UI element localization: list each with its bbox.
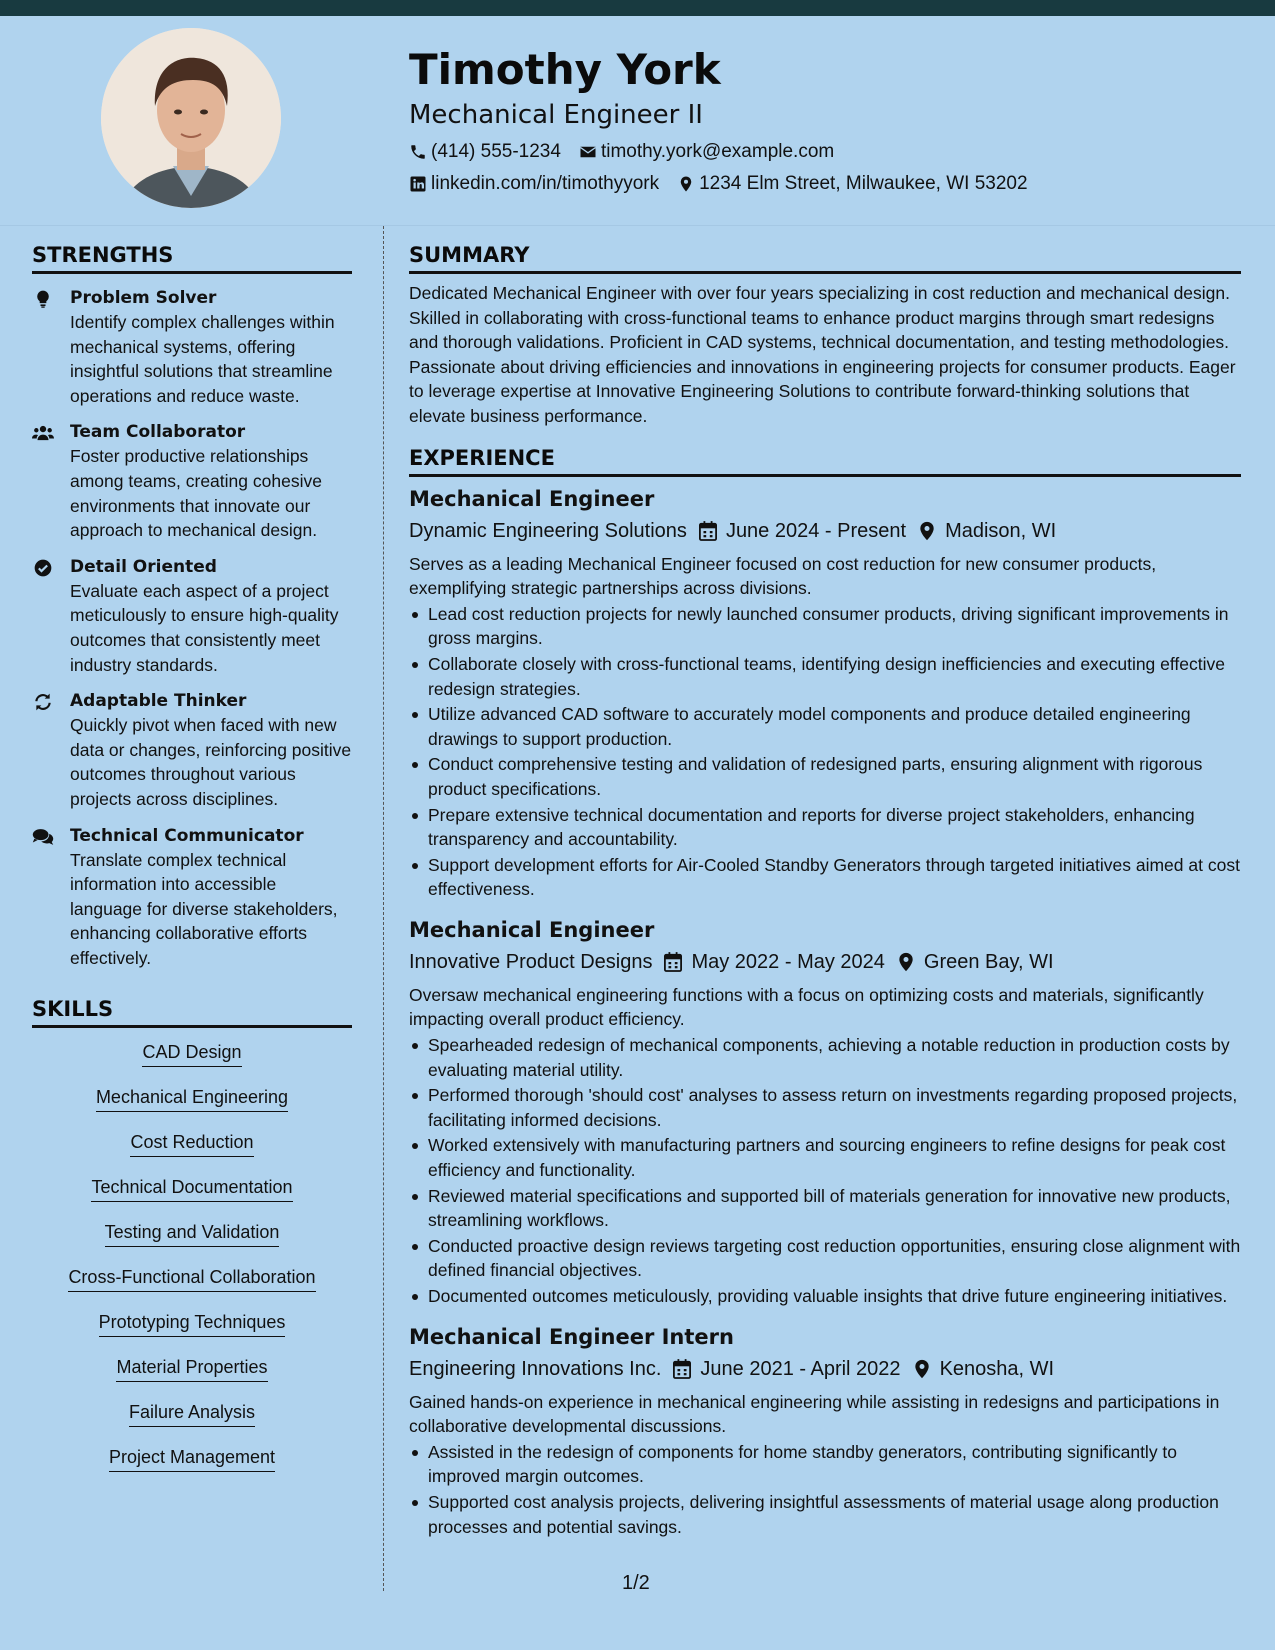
- calendar-icon: [699, 521, 717, 541]
- job-dates: May 2022 - May 2024: [691, 950, 885, 973]
- job-bullets: [409, 602, 1241, 902]
- linkedin-contact[interactable]: [409, 173, 659, 195]
- skill-tag: Technical Documentation: [91, 1175, 292, 1202]
- list-item: Collaborate closely with cross-functional teams, identifying design inefficiencies and executing effective redesign strategies.: [409, 652, 1241, 701]
- job-bullets: [409, 1440, 1241, 1539]
- email-text: timothy.york@example.com: [600, 141, 835, 162]
- list-item: Spearheaded redesign of mechanical components, achieving a notable reduction in production costs by evaluating material utility.: [409, 1033, 1241, 1082]
- list-item: Assisted in the redesign of components for home standby generators, contributing significantly to improved margin outcomes.: [409, 1440, 1241, 1489]
- candidate-title: Mechanical Engineer II: [409, 100, 703, 130]
- job-dates: June 2021 - April 2022: [700, 1357, 901, 1380]
- header-divider: [0, 225, 1275, 226]
- column-divider: [383, 226, 384, 1591]
- list-item: Support development efforts for Air-Cooled Standby Generators through targeted initiatives aimed at cost effectiveness.: [409, 853, 1241, 902]
- job-meta: [409, 516, 1241, 546]
- skill-tag: Testing and Validation: [105, 1220, 280, 1247]
- job-description: Gained hands-on experience in mechanical engineering while assisting in redesigns and participations in collaborative developmental discussions.: [409, 1391, 1220, 1437]
- job-role: Mechanical Engineer: [409, 917, 655, 942]
- comments-icon: [32, 827, 54, 847]
- list-item: Conduct comprehensive testing and validation of redesigned parts, ensuring alignment with rigorous product specifications.: [409, 752, 1241, 801]
- experience-entry: [409, 483, 1241, 902]
- job-description: Serves as a leading Mechanical Engineer focused on cost reduction for new consumer products, exemplifying strategic partnerships across divisions.: [409, 553, 1157, 599]
- strength-title: Detail Oriented: [70, 556, 217, 577]
- calendar-icon: [664, 952, 682, 972]
- skills-heading: SKILLS: [32, 994, 352, 1028]
- address-text: 1234 Elm Street, Milwaukee, WI 53202: [699, 173, 1028, 194]
- sync-icon: [32, 692, 54, 712]
- contact-row-2: [409, 168, 1249, 200]
- summary-heading: SUMMARY: [409, 240, 1241, 274]
- experience-heading: EXPERIENCE: [409, 443, 1241, 477]
- email-contact[interactable]: [579, 141, 834, 163]
- list-item: Documented outcomes meticulously, providing valuable insights that drive future engineering initiatives.: [409, 1284, 1241, 1309]
- job-company: Engineering Innovations Inc.: [409, 1357, 662, 1380]
- skills-list: [32, 1040, 352, 1490]
- profile-photo: [101, 28, 281, 208]
- address-contact: [677, 173, 1027, 195]
- job-role: Mechanical Engineer: [409, 486, 655, 511]
- strength-item: [32, 420, 352, 542]
- map-pin-icon: [677, 175, 695, 193]
- strength-item: [32, 555, 352, 677]
- candidate-name: Timothy York: [409, 45, 721, 94]
- resume-header: [409, 42, 1249, 200]
- list-item: Reviewed material specifications and supported bill of materials generation for innovative new products, streamlining workflows.: [409, 1184, 1241, 1233]
- list-item: Prepare extensive technical documentation and reports for diverse project stakeholders, enhancing transparency and accountability.: [409, 803, 1241, 852]
- job-dates: June 2024 - Present: [725, 519, 907, 542]
- map-pin-icon: [897, 952, 915, 972]
- strength-desc: Quickly pivot when faced with new data or changes, reinforcing positive outcomes throughout various projects across disciplines.: [70, 715, 352, 809]
- strength-desc: Translate complex technical information into accessible language for diverse stakeholders, enhancing collaborative efforts effectively.: [70, 849, 338, 968]
- strength-item: [32, 689, 352, 811]
- strength-title: Adaptable Thinker: [70, 691, 247, 712]
- phone-icon: [409, 143, 427, 161]
- job-meta: [409, 1354, 1241, 1384]
- strength-desc: Evaluate each aspect of a project meticulously to ensure high-quality outcomes that consistently meet industry standards.: [70, 580, 339, 675]
- skill-tag: Material Properties: [116, 1355, 267, 1382]
- list-item: Supported cost analysis projects, delivering insightful assessments of material usage along production processes and potential savings.: [409, 1490, 1241, 1539]
- check-circle-icon: [32, 558, 54, 578]
- strength-desc: Foster productive relationships among teams, creating cohesive environments that innovate our approach to mechanical design.: [70, 446, 322, 541]
- strengths-heading: STRENGTHS: [32, 240, 352, 274]
- calendar-icon: [673, 1359, 691, 1379]
- skill-tag: Project Management: [109, 1445, 275, 1472]
- phone-text: (414) 555-1234: [431, 141, 561, 162]
- map-pin-icon: [913, 1359, 931, 1379]
- job-location: Green Bay, WI: [923, 950, 1054, 973]
- job-role: Mechanical Engineer Intern: [409, 1324, 734, 1349]
- summary-text: Dedicated Mechanical Engineer with over four years specializing in cost reduction and mechanical design. Skilled in collaborating with cross-functional teams to enhance product margins through smart redesigns and thorough validations. Proficient in CAD systems, technical documentation, and testing methodologies. Passionate about driving efficiencies and innovations in engineering projects for consumer products. Eager to leverage expertise at Innovative Engineering Solutions to contribute forward-thinking solutions that elevate business performance.: [409, 283, 1236, 426]
- strength-item: [32, 286, 352, 408]
- phone-contact: [409, 141, 561, 163]
- skill-tag: CAD Design: [142, 1040, 241, 1067]
- right-column: [409, 240, 1241, 1539]
- strength-title: Technical Communicator: [70, 825, 304, 846]
- page-number: 1/2: [622, 1572, 650, 1594]
- skill-tag: Mechanical Engineering: [96, 1085, 288, 1112]
- job-meta: [409, 947, 1241, 977]
- lightbulb-icon: [32, 289, 54, 309]
- strength-item: [32, 824, 352, 971]
- list-item: Lead cost reduction projects for newly launched consumer products, driving significant improvements in gross margins.: [409, 602, 1241, 651]
- users-icon: [32, 423, 54, 443]
- list-item: Conducted proactive design reviews targeting cost reduction opportunities, ensuring close alignment with defined financial objectives.: [409, 1234, 1241, 1283]
- skill-tag: Failure Analysis: [129, 1400, 255, 1427]
- experience-entry: [409, 914, 1241, 1309]
- map-pin-icon: [918, 521, 936, 541]
- linkedin-icon: [409, 175, 427, 193]
- job-location: Kenosha, WI: [939, 1357, 1055, 1380]
- envelope-icon: [579, 143, 597, 161]
- strength-title: Problem Solver: [70, 288, 217, 308]
- skill-tag: Cost Reduction: [130, 1130, 253, 1157]
- job-description: Oversaw mechanical engineering functions with a focus on optimizing costs and materials, significantly impacting overall product efficiency.: [409, 984, 1204, 1030]
- list-item: Utilize advanced CAD software to accurately model components and produce detailed engineering drawings to support production.: [409, 702, 1241, 751]
- list-item: Worked extensively with manufacturing partners and sourcing engineers to refine designs for peak cost efficiency and functionality.: [409, 1133, 1241, 1182]
- contact-row-1: [409, 136, 1249, 168]
- left-column: [32, 240, 352, 1490]
- job-bullets: [409, 1033, 1241, 1309]
- job-company: Innovative Product Designs: [409, 950, 653, 973]
- skill-tag: Prototyping Techniques: [99, 1310, 286, 1337]
- strength-desc: Identify complex challenges within mechanical systems, offering insightful solutions that streamline operations and reduce waste.: [70, 312, 335, 406]
- experience-entry: [409, 1321, 1241, 1540]
- linkedin-text: linkedin.com/in/timothyyork: [431, 173, 660, 194]
- skill-tag: Cross-Functional Collaboration: [68, 1265, 315, 1292]
- top-bar: [0, 0, 1275, 16]
- job-company: Dynamic Engineering Solutions: [409, 519, 687, 542]
- list-item: Performed thorough 'should cost' analyses to assess return on investments regarding proposed projects, facilitating informed decisions.: [409, 1083, 1241, 1132]
- job-location: Madison, WI: [945, 519, 1057, 542]
- strength-title: Team Collaborator: [70, 422, 246, 443]
